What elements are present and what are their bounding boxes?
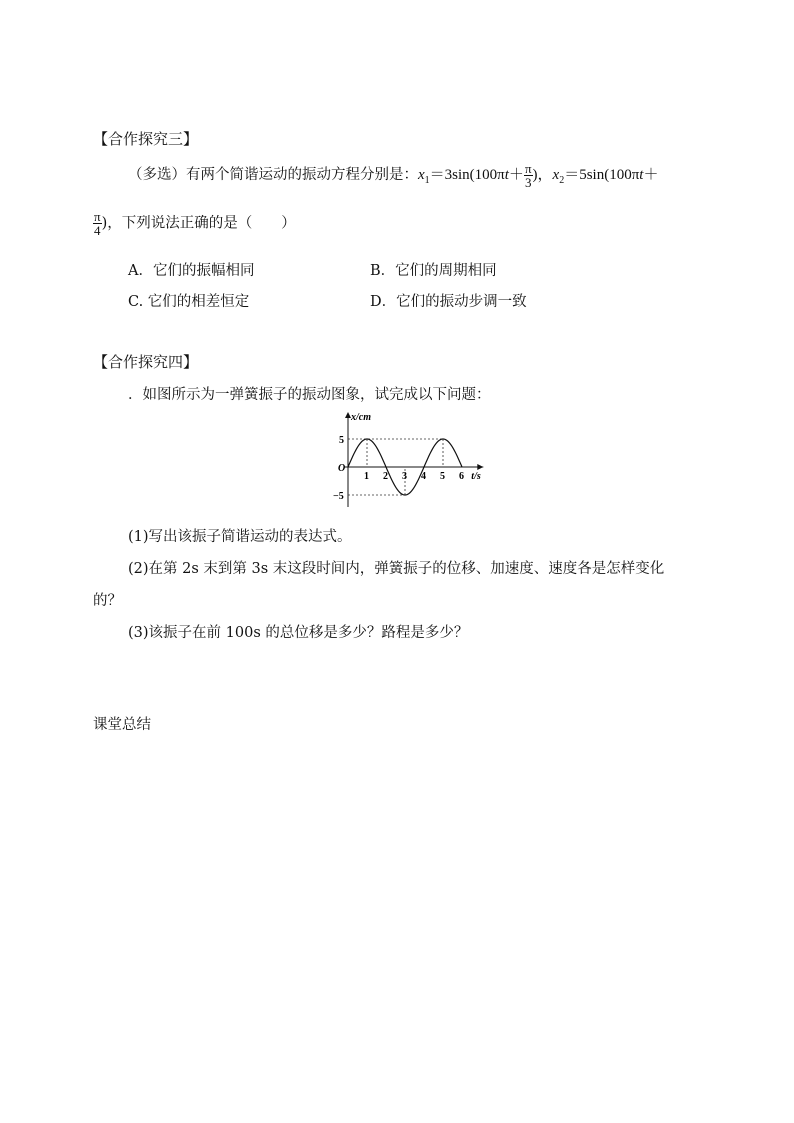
option-b[interactable]: B．它们的周期相同 — [370, 263, 497, 279]
question-prefix: （多选）有两个简谐运动的振动方程分别是： — [128, 166, 418, 183]
fraction-pi-over-3: $\frac{\pi}{3}$ — [524, 161, 532, 190]
x-axis-label: t/s — [471, 471, 481, 482]
section-4-intro: ．如图所示为一弹簧振子的振动图象，试完成以下问题： — [128, 387, 491, 403]
question-suffix: )，下列说法正确的是（ ） — [101, 215, 296, 232]
question-2-line2: 的？ — [93, 593, 122, 609]
vibration-graph — [330, 408, 500, 513]
question-3: (3)该振子在前 100s 的总位移是多少？路程是多少？ — [128, 625, 469, 641]
option-a[interactable]: A．它们的振幅相同 — [128, 263, 255, 279]
y-axis-label: x/cm — [351, 412, 371, 423]
x-tick-2: 2 — [383, 471, 388, 482]
y-tick-5: 5 — [339, 435, 344, 446]
x-tick-3: 3 — [402, 471, 407, 482]
section-3-question-line2 — [93, 210, 296, 237]
equation-x1: $x_1=3\sin(100\pi t+$ $\frac{\pi}{3}$ )， — [418, 161, 553, 190]
x-tick-4: 4 — [421, 471, 426, 482]
x-tick-1: 1 — [364, 471, 369, 482]
x-tick-6: 6 — [459, 471, 464, 482]
x-axis-arrow — [477, 464, 483, 470]
question-1: (1)写出该振子简谐运动的表达式。 — [128, 529, 352, 545]
section-3-title: 【合作探究三】 — [93, 130, 199, 148]
option-c[interactable]: C. 它们的相差恒定 — [128, 294, 250, 310]
equation-x2: $x_2=5\sin(100\pi t+$ — [552, 166, 659, 186]
section-3-question-line1 — [128, 162, 658, 189]
origin-label: O — [338, 463, 346, 474]
y-tick-neg5: −5 — [333, 491, 344, 502]
question-2-line1: (2)在第 2s 末到第 3s 末这段时间内，弹簧振子的位移、加速度、速度各是怎样变化 — [128, 561, 665, 577]
section-4-title: 【合作探究四】 — [93, 353, 199, 371]
option-d[interactable]: D．它们的振动步调一致 — [370, 294, 527, 310]
summary-title: 课堂总结 — [93, 717, 151, 733]
fraction-pi-over-4: $\frac{\pi}{4}$ — [94, 209, 101, 238]
x-tick-5: 5 — [440, 471, 445, 482]
